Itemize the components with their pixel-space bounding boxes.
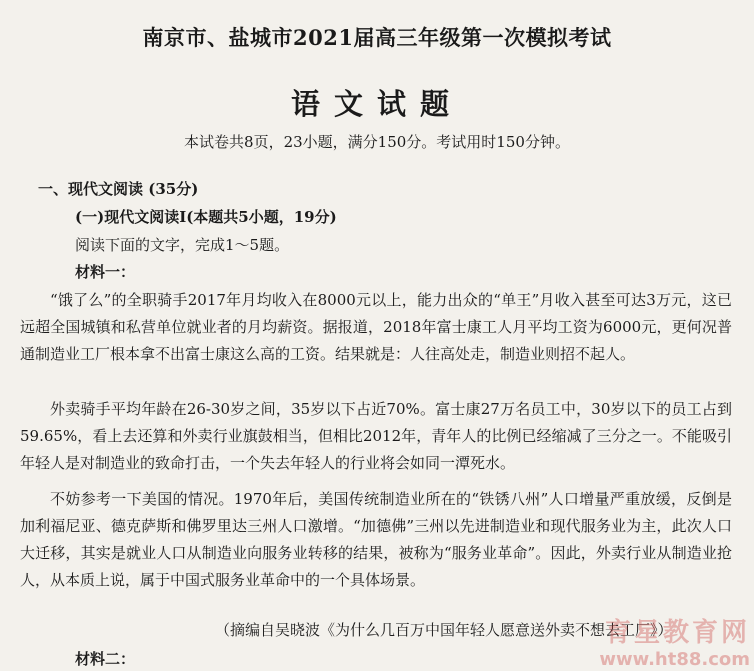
watermark (599, 612, 750, 670)
material1-paragraph: 不妨参考一下美国的情况。1970年后，美国传统制造业所在的“铁锈八州”人口增量严重放缓，反倒是加利福尼亚、德克萨斯和佛罗里达三州人口激增。“加德佛”三州以先进制造业和现代服务业为主，此次人口大迁移，其实是就业人口从制造业向服务业转移的结果，被称为“服务业革命”。因此，外卖行业从制造业抢人，从本质上说，属于中国式服务业革命中的一个具体场景。 (20, 490, 732, 589)
material1-paragraph: 外卖骑手平均年龄在26-30岁之间，35岁以下占近70%。富士康27万名员工中，30岁以下的员工占到59.65%，看上去还算和外卖行业旗鼓相当，但相比2012年，青年人的比例已经缩减了三分之一。不能吸引年轻人是对制造业的致命打击，一个失去年轻人的行业将会如同一潭死水。 (20, 400, 732, 472)
subject-title: 语文试题 (290, 87, 463, 121)
watermark-name: 育星教育网 (604, 618, 750, 648)
exam-info: 本试卷共8页，23小题，满分150分。考试用时150分钟。 (184, 133, 570, 151)
watermark-url: www.ht88.com (599, 649, 750, 670)
reading-instruction: 阅读下面的文字，完成1～5题。 (75, 236, 290, 254)
material2-label: 材料二： (75, 650, 136, 668)
sub-section-heading: (一)现代文阅读Ⅰ(本题共5小题，19分) (75, 208, 337, 226)
material1-label: 材料一： (75, 263, 136, 281)
exam-title: 南京市、盐城市2021届高三年级第一次模拟考试 (142, 25, 612, 50)
material1-source: （摘编自吴晓波《为什么几百万中国年轻人愿意送外卖不想去工厂》） (215, 621, 673, 639)
material1-paragraph: “饿了么”的全职骑手2017年月均收入在8000元以上，能力出众的“单王”月收入甚至可达3万元，这已远超全国城镇和私营单位就业者的月均薪资。据报道，2018年富士康工人月平均工资为6000元，更何况普通制造业工厂根本拿不出富士康这么高的工资。结果就是：人往高处走，制造业则招不起人。 (20, 291, 732, 363)
section-heading: 一、现代文阅读 (35分) (38, 180, 199, 198)
